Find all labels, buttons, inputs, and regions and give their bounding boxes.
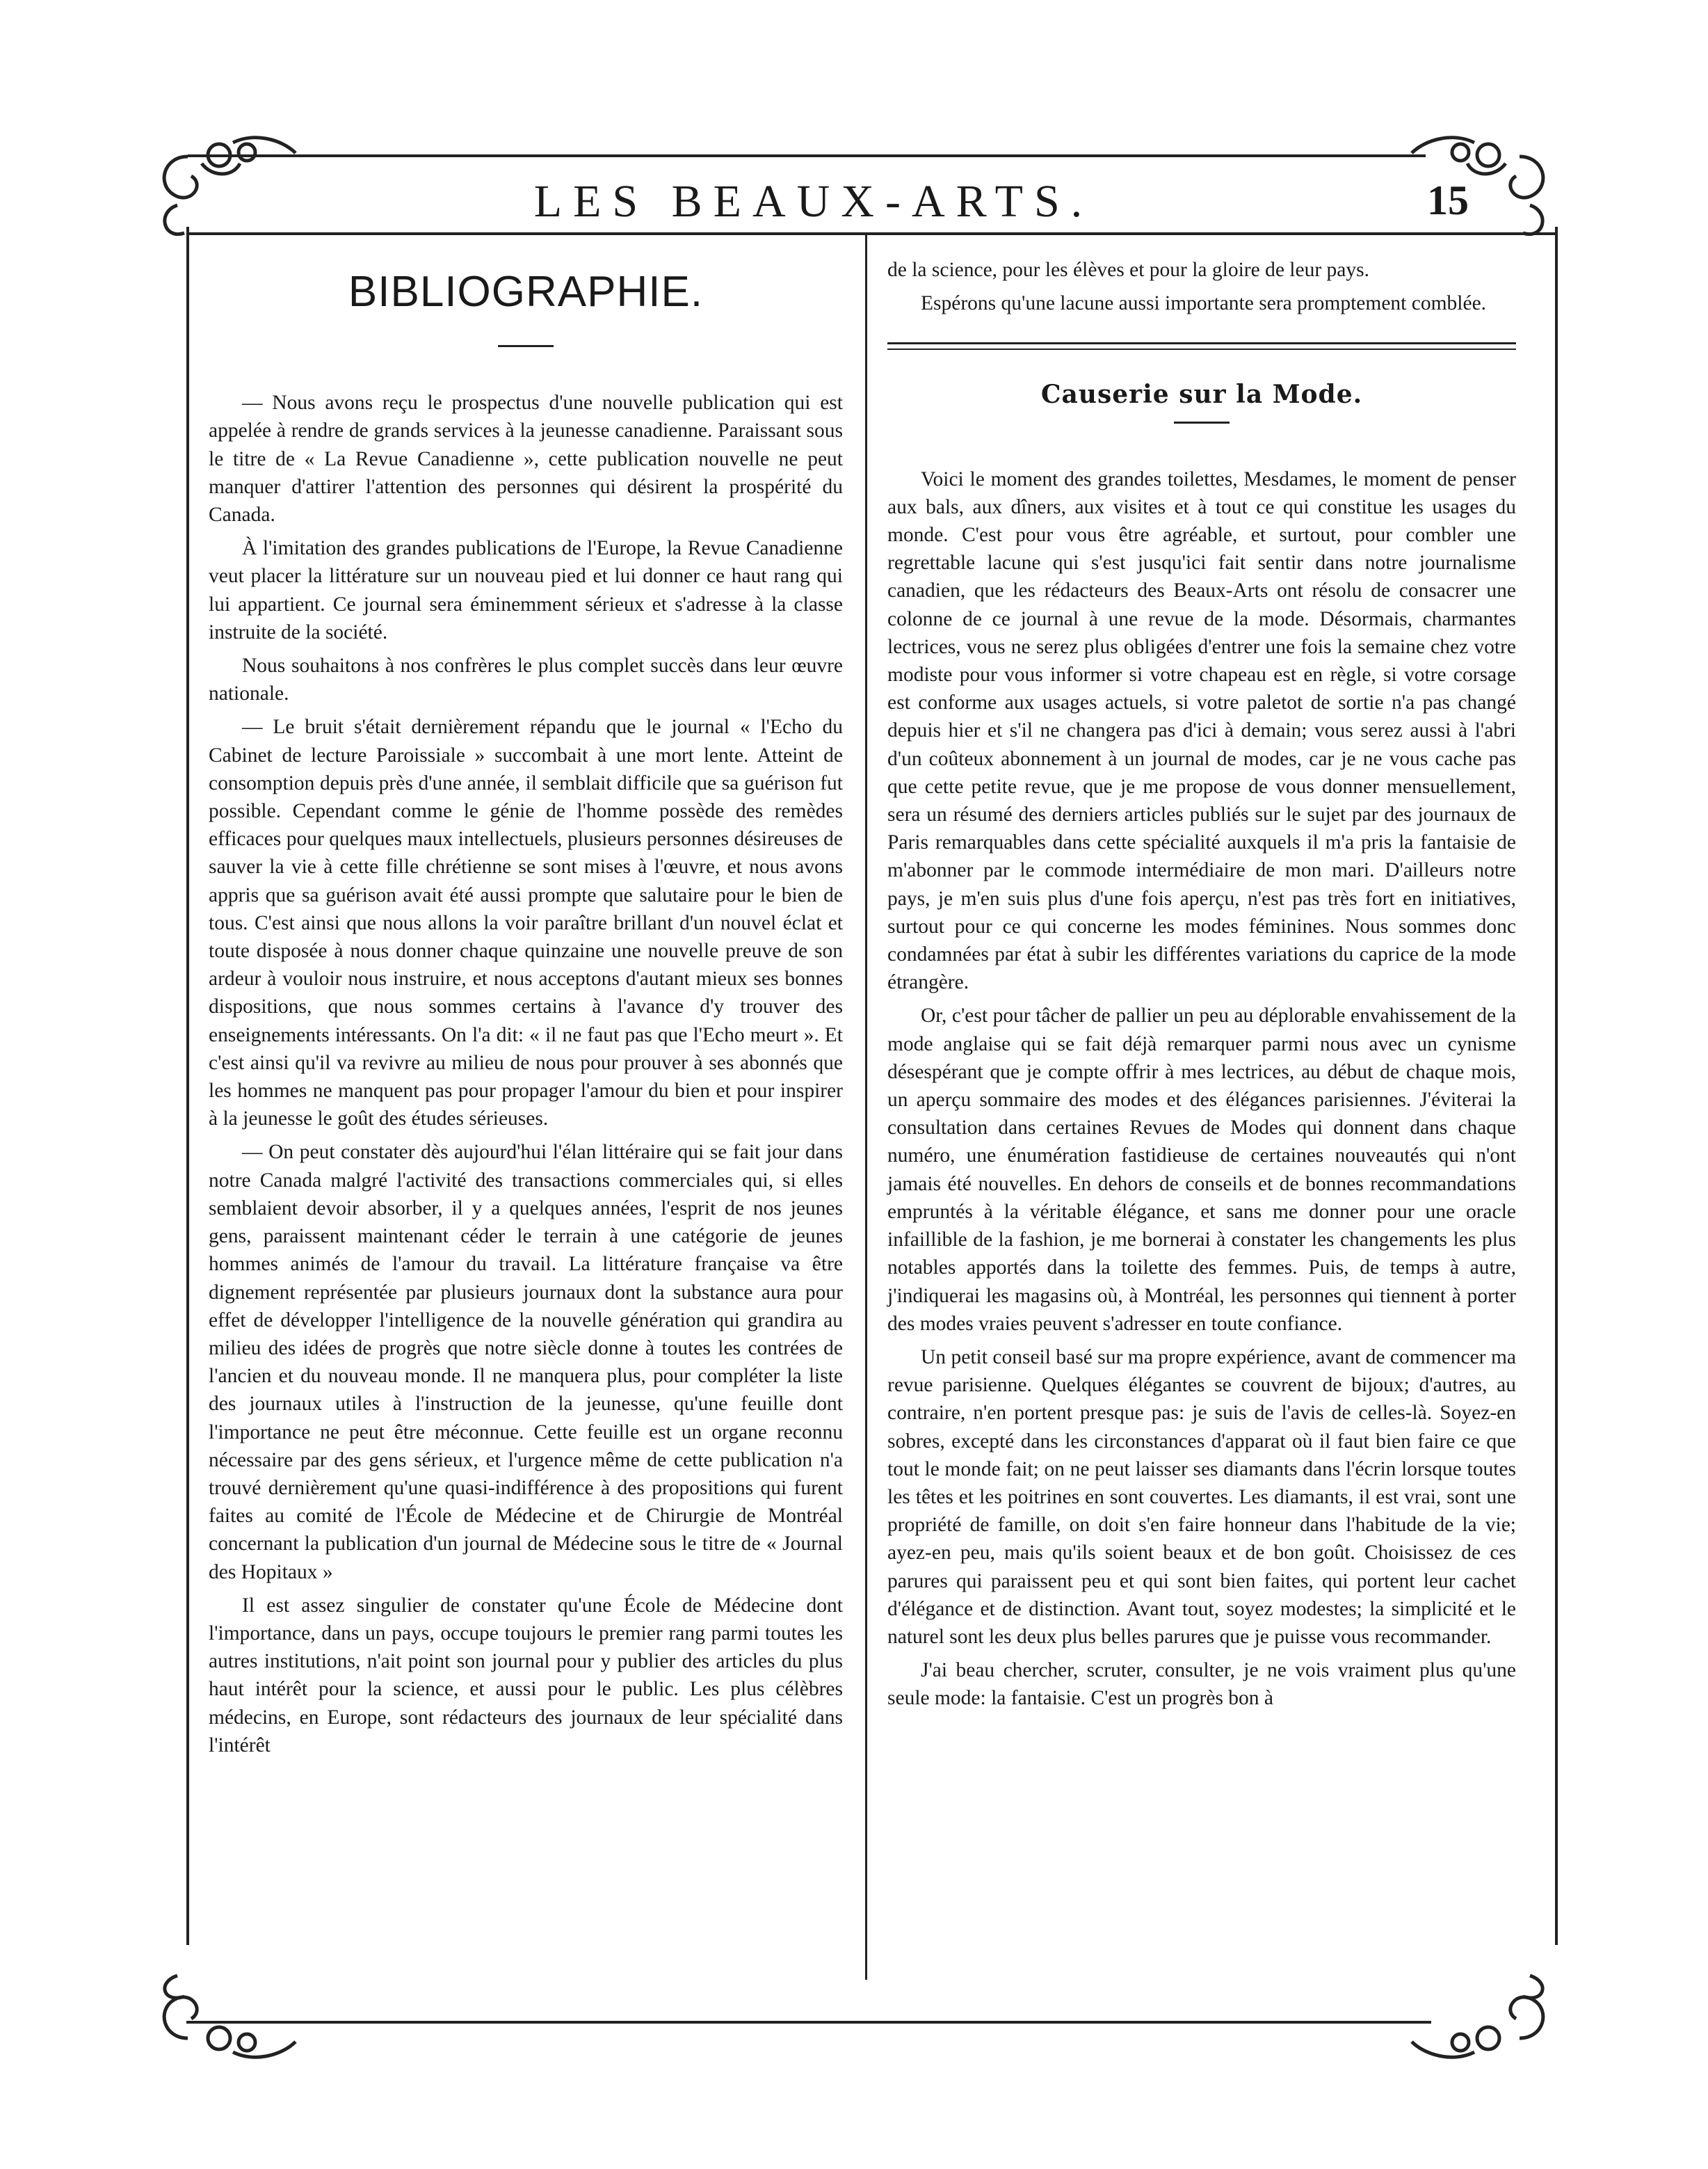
paragraph: Il est assez singulier de constater qu'une École de Médecine dont l'importance, dans un pays, occupe toujours le premier rang parmi toutes les autres institutions, n'ait point son journal pour y publier des articles du plus haut intérêt pour la science, et aussi pour le public. Les plus célèbres médecins, en Europe, sont rédacteurs des journaux de leur spécialité dans l'intérêt [209,1594,843,1756]
paragraph: — Le bruit s'était dernièrement répandu que le journal « l'Echo du Cabinet de lecture Paroissiale » succombait à une mort lente. Atteint de consomption depuis près d'une année, il semblait difficile que sa guérison fut possible. Cependant comme le génie de l'homme possède des remèdes efficaces pour quelques maux intellectuels, plusieurs personnes désireuses de sauver la vie à cette fille chrétienne se sont mises à l'œuvre, et nous avons appris que sa guérison avait été aussi prompte que salutaire pour le bien de tous. C'est ainsi que nous allons la voir paraître brillant d'un nouvel éclat et toute disposée à nous donner chaque quinzaine une nouvelle preuve de son ardeur à vouloir nous instruire, et nous acceptons d'autant mieux ses bonnes dispositions, que nous sommes certains à l'avance d'y trouver des enseignements intéressants. On l'a dit: « il ne faut pas que l'Echo meurt ». Et c'est ainsi qu'il va revivre au milieu de nous pour prouver à ses abonnés que les hommes ne manquent pas pour propager l'amour du bien et pour inspirer à la jeunesse le goût des études sérieuses. [209,716,843,1130]
paragraph: — Nous avons reçu le prospectus d'une nouvelle publication qui est appelée à rendre de grands services à la jeunesse canadienne. Paraissant sous le titre de « La Revue Canadienne », cette publication nouvelle ne peut manquer d'attirer l'attention des personnes qui désirent la prospérité du Canada. [209,392,843,527]
paragraph: Voici le moment des grandes toilettes, Mesdames, le moment de penser aux bals, aux dîners, aux visites et à tout ce qui constitue les usages du monde. C'est pour vous être agréable, et surtout, pour combler une regrettable lacune qui s'est jusqu'ici fait sentir dans notre journalisme canadien, que les rédacteurs des Beaux-Arts ont résolu de consacrer une colonne de ce journal à une revue de la mode. Désormais, charmantes lectrices, vous ne serez plus obligées d'entrer une fois la semaine chez votre modiste pour vous informer si votre chapeau est en règle, si votre corsage est conforme aux usages actuels, si votre paletot de sortie n'a pas changé depuis hier et s'il ne changera pas d'ici à demain; vous serez aussi à l'abri d'un coûteux abonnement à un journal de modes, car je ne vous cache pas que cette petite revue, que je me propose de vous donner mensuellement, sera un résumé des derniers articles publiés sur le sujet par des journaux de Paris remarquables dans cette spécialité auxquels il m'a pris la fantaisie de m'abonner par le commode intermédiaire de mon mari. D'ailleurs notre pays, je m'en suis plus d'une fois aperçu, n'est pas très fort en initiatives, surtout pour ce qui concerne les modes féminines. Nous sommes donc condamnées par état à subir les différentes variations du caprice de la mode étrangère. [887,467,1516,994]
paragraph: Or, c'est pour tâcher de pallier un peu au déplorable envahissement de la mode anglaise qui se fait déjà remarquer parmi nous avec un cynisme désespérant que je compte offrir à mes lectrices, au début de chaque mois, un aperçu sommaire des modes et des élégances parisiennes. J'éviterai la consultation dans certaines Revues de Modes qui donnent dans chaque numéro, une énumération fastidieuse de certaines nouveautés qui n'ont jamais été nouvelles. En dehors de conseils et de bonnes recommandations empruntés à la véritable élégance, et sans me donner pour une oracle infaillible de la fashion, je me bornerai à constater les changements les plus notables apportés dans la toilette des femmes. Puis, de temps à autre, j'indiquerai les magasins où, à Montréal, les personnes qui tiennent à porter des modes vraies peuvent s'adresser en toute confiance. [887,1005,1516,1335]
section-title-bibliographie: BIBLIOGRAPHIE. [348,268,704,316]
header-rule [186,232,1558,235]
paragraph: À l'imitation des grandes publications de l'Europe, la Revue Canadienne veut placer la littérature sur un nouveau pied et lui donner ce haut rang qui lui appartient. Ce journal sera éminemment sérieux et s'adresse à la classe instruite de la société. [209,537,843,643]
frame-left-rule [186,227,189,1945]
continuation-paragraph: Espérons qu'une lacune aussi importante sera promptement comblée. [921,292,1487,315]
paragraph: Un petit conseil basé sur ma propre expérience, avant de commencer ma revue parisienne. Quelques élégantes se couvrent de bijoux; d'autres, au contraire, n'en portent presque pas: je suis de l'avis de celles-là. Soyez-en sobres, excepté dans les circonstances d'apparat où il faut bien faire ce que tout le monde fait; on ne peut laisser ses diamants dans l'écrin lorsque toutes les têtes et les poitrines en sont couvertes. Les diamants, il est vrai, sont une propriété de famille, on doit s'en faire honneur dans l'habitude de la vie; ayez-en peu, mais qu'ils soient beaux et de bon goût. Choisissez de ces parures qui paraissent peu et qui sont bien faites, qui portent leur cachet d'élégance et de distinction. Avant tout, soyez modestes; la simplicité et le naturel sont les deux plus belles parures que je puisse vous recommander. [887,1345,1516,1648]
paragraph: Nous souhaitons à nos confrères le plus complet succès dans leur œuvre nationale. [209,655,843,705]
frame-right-rule [1555,227,1558,1945]
section-title-causerie: Causerie sur la Mode. [1040,380,1363,410]
running-title: LES BEAUX-ARTS. [533,176,1094,227]
double-rule [887,342,1516,350]
corner-ornament-top-left-icon [136,129,316,240]
frame-bottom-rule [186,2021,1431,2024]
left-column [209,264,843,1765]
right-column [887,256,1516,1718]
continuation-paragraph: de la science, pour les élèves et pour la gloire de leur pays. [887,259,1369,281]
corner-ornament-bottom-left-icon [136,1962,316,2073]
short-rule [498,345,554,347]
frame-top-rule [188,154,1426,157]
paragraph: — On peut constater dès aujourd'hui l'élan littéraire qui se fait jour dans notre Canada malgré l'activité des transactions commerciales qui, si elles semblaient devoir absorber, il y a quelques années, l'esprit de nos jeunes gens, paraissent maintenant céder le terrain à une catégorie de jeunes hommes animés de l'amour du travail. La littérature française va être dignement représentée par plusieurs journaux dont la substance aura pour effet de développer l'intelligence de la nouvelle génération qui grandira au milieu des idées de progrès que notre siècle donne à toutes les contrées de l'ancien et du nouveau monde. Il ne manquera plus, pour compléter la liste des journaux utiles à l'instruction de la jeunesse, qu'une feuille dont l'importance ne peut être méconnue. Cette feuille est un organe reconnu nécessaire par des gens sérieux, et l'urgence même de cette publication n'a trouvé dernièrement qu'une quasi-indifférence à des propositions qui furent faites au comité de l'École de Médecine et de Chirurgie de Montréal concernant la publication d'un journal de Médecine sous le titre de « Journal des Hopitaux » [209,1141,843,1583]
page-number: 15 [1427,177,1469,223]
corner-ornament-bottom-right-icon [1391,1962,1572,2073]
short-rule [1174,422,1230,424]
paragraph: J'ai beau chercher, scruter, consulter, je ne vois vraiment plus qu'une seule mode: la fantaisie. C'est un progrès bon à [887,1659,1516,1710]
column-divider [865,234,867,1980]
